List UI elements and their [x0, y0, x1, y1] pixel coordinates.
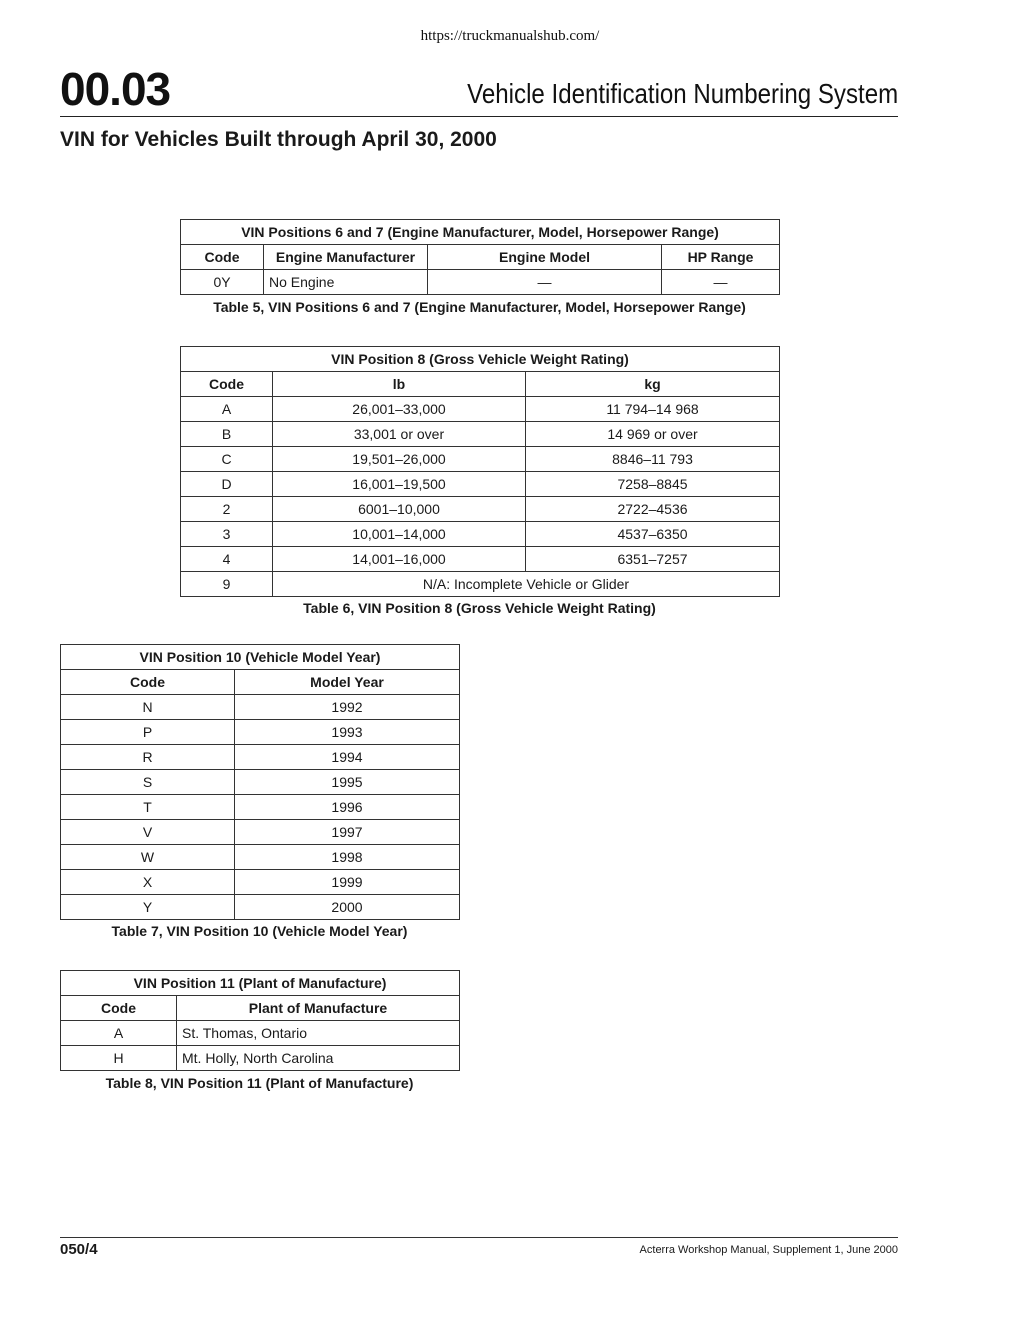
header-divider — [60, 116, 898, 117]
table-cell: H — [61, 1046, 177, 1071]
column-header: Plant of Manufacture — [177, 996, 460, 1021]
table-cell: V — [61, 820, 235, 845]
column-header: Model Year — [235, 670, 460, 695]
column-header: Engine Model — [428, 245, 662, 270]
table-cell: 1992 — [235, 695, 460, 720]
table-title-row — [181, 220, 780, 245]
table-header-row — [61, 996, 460, 1021]
page-subtitle: VIN for Vehicles Built through April 30, 2000 — [60, 128, 497, 151]
table-row — [61, 845, 460, 870]
table-cell: Mt. Holly, North Carolina — [177, 1046, 460, 1071]
table-cell: W — [61, 845, 235, 870]
table-row — [181, 422, 780, 447]
table-cell: St. Thomas, Ontario — [177, 1021, 460, 1046]
column-header: lb — [273, 372, 526, 397]
table-cell: 1999 — [235, 870, 460, 895]
table-cell: R — [61, 745, 235, 770]
table-cell: 6351–7257 — [526, 547, 780, 572]
table-cell: 16,001–19,500 — [273, 472, 526, 497]
table-cell: B — [181, 422, 273, 447]
table-row — [181, 397, 780, 422]
table-header-row — [61, 670, 460, 695]
table-cell: C — [181, 447, 273, 472]
table-cell: 1997 — [235, 820, 460, 845]
table-cell: No Engine — [264, 270, 428, 295]
table-title-row — [61, 971, 460, 996]
table-model-year — [60, 644, 460, 920]
table-cell: T — [61, 795, 235, 820]
table-cell: 0Y — [181, 270, 264, 295]
table-row — [61, 770, 460, 795]
table-title: VIN Position 11 (Plant of Manufacture) — [61, 971, 460, 996]
table-cell: 4 — [181, 547, 273, 572]
table-row — [181, 472, 780, 497]
table-row — [61, 1021, 460, 1046]
table-gvwr — [180, 346, 780, 597]
table-title-row — [61, 645, 460, 670]
column-header: Code — [181, 372, 273, 397]
table-row — [61, 870, 460, 895]
column-header: Code — [61, 670, 235, 695]
table-cell: 1995 — [235, 770, 460, 795]
table-cell: 1998 — [235, 845, 460, 870]
table-row — [61, 745, 460, 770]
footer-text: Acterra Workshop Manual, Supplement 1, June 2000 — [639, 1244, 898, 1256]
table-cell: 14 969 or over — [526, 422, 780, 447]
table-caption: Table 7, VIN Position 10 (Vehicle Model Year) — [111, 923, 408, 939]
table-cell: 10,001–14,000 — [273, 522, 526, 547]
table-caption: Table 8, VIN Position 11 (Plant of Manufacture) — [105, 1075, 414, 1091]
table-engine — [180, 219, 780, 295]
table-cell: 7258–8845 — [526, 472, 780, 497]
table-cell: 3 — [181, 522, 273, 547]
table-cell: 9 — [181, 572, 273, 597]
table-title: VIN Positions 6 and 7 (Engine Manufacturer, Model, Horsepower Range) — [181, 220, 780, 245]
table-cell: A — [61, 1021, 177, 1046]
page-number: 050/4 — [60, 1241, 98, 1258]
table-row — [181, 447, 780, 472]
table-cell: 2722–4536 — [526, 497, 780, 522]
column-header: HP Range — [662, 245, 780, 270]
table-caption: Table 6, VIN Position 8 (Gross Vehicle Weight Rating) — [303, 600, 656, 616]
footer-divider — [60, 1237, 898, 1238]
table-plant — [60, 970, 460, 1071]
table-cell: 6001–10,000 — [273, 497, 526, 522]
section-number: 00.03 — [60, 63, 171, 115]
table-title: VIN Position 10 (Vehicle Model Year) — [61, 645, 460, 670]
section-title: Vehicle Identification Numbering System — [467, 78, 898, 109]
table-caption: Table 5, VIN Positions 6 and 7 (Engine Manufacturer, Model, Horsepower Range) — [213, 299, 746, 315]
table-cell: N/A: Incomplete Vehicle or Glider — [273, 572, 780, 597]
table-row — [181, 547, 780, 572]
table-cell: 14,001–16,000 — [273, 547, 526, 572]
table-cell: 33,001 or over — [273, 422, 526, 447]
table-row — [61, 820, 460, 845]
table-row — [61, 1046, 460, 1071]
table-cell: 2 — [181, 497, 273, 522]
table-row — [181, 522, 780, 547]
table-cell: P — [61, 720, 235, 745]
table-title-row — [181, 347, 780, 372]
table-cell: 26,001–33,000 — [273, 397, 526, 422]
table-cell: X — [61, 870, 235, 895]
table-row — [181, 270, 780, 295]
table-title: VIN Position 8 (Gross Vehicle Weight Rating) — [181, 347, 780, 372]
table-row — [181, 572, 780, 597]
table-cell: 19,501–26,000 — [273, 447, 526, 472]
table-cell: 4537–6350 — [526, 522, 780, 547]
table-row — [61, 720, 460, 745]
table-cell: S — [61, 770, 235, 795]
column-header: kg — [526, 372, 780, 397]
table-row — [61, 695, 460, 720]
table-cell: 11 794–14 968 — [526, 397, 780, 422]
table-cell: 2000 — [235, 895, 460, 920]
column-header: Engine Manufacturer — [264, 245, 428, 270]
table-cell: 1996 — [235, 795, 460, 820]
table-row — [61, 795, 460, 820]
table-cell: A — [181, 397, 273, 422]
table-cell: — — [662, 270, 780, 295]
table-cell: 1994 — [235, 745, 460, 770]
table-cell: — — [428, 270, 662, 295]
table-header-row — [181, 245, 780, 270]
table-row — [61, 895, 460, 920]
column-header: Code — [61, 996, 177, 1021]
table-row — [181, 497, 780, 522]
table-header-row — [181, 372, 780, 397]
table-cell: 1993 — [235, 720, 460, 745]
table-cell: N — [61, 695, 235, 720]
table-cell: D — [181, 472, 273, 497]
table-cell: 8846–11 793 — [526, 447, 780, 472]
table-cell: Y — [61, 895, 235, 920]
source-url[interactable]: https://truckmanualshub.com/ — [420, 28, 600, 44]
column-header: Code — [181, 245, 264, 270]
